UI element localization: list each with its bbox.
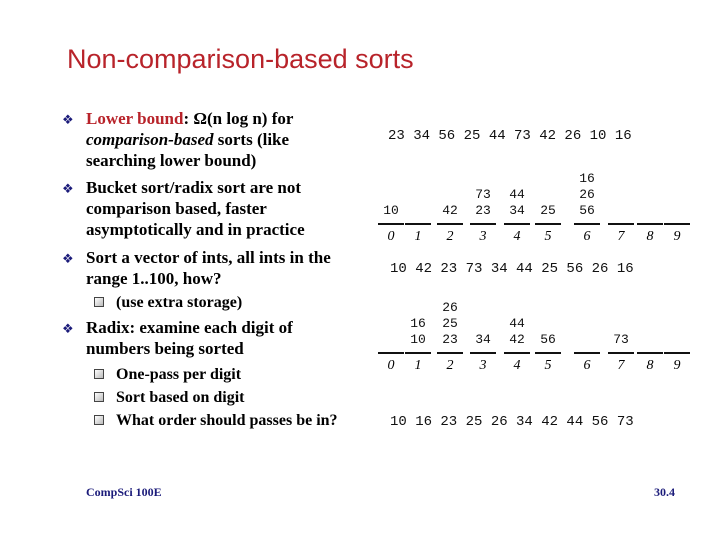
lower-bound-text-2: sorts (like searching lower bound) <box>86 130 290 170</box>
pass1-bucket-index-2: 2 <box>446 229 454 244</box>
pass1-bucket-bar-6 <box>574 223 600 225</box>
diamond-bullet-icon: ❖ <box>62 112 74 127</box>
diamond-bullet-icon: ❖ <box>62 251 74 266</box>
omega-symbol: Ω <box>193 109 208 128</box>
one-pass-text: One-pass per digit <box>116 366 242 383</box>
pass1-bucket-index-3: 3 <box>479 229 487 244</box>
pass2-bucket-2-value: 25 <box>442 316 458 331</box>
pass2-bucket-index-3: 3 <box>479 358 487 373</box>
pass2-bucket-3-value: 34 <box>475 332 491 347</box>
pass1-bucket-bar-7 <box>608 223 634 225</box>
diamond-bullet-icon: ❖ <box>62 181 74 196</box>
sub-one-pass <box>116 364 346 385</box>
square-bullet-icon <box>94 415 104 425</box>
pass2-bucket-bar-1 <box>405 352 431 354</box>
pass2-bucket-index-5: 5 <box>544 358 552 373</box>
bullet-bucket-sort <box>62 177 348 240</box>
pass2-bucket-index-7: 7 <box>617 358 625 373</box>
pass1-bucket-bar-8 <box>637 223 663 225</box>
pass2-bucket-bar-0 <box>378 352 404 354</box>
pass2-bucket-5-value: 56 <box>540 332 556 347</box>
square-bullet-icon <box>94 297 104 307</box>
pass2-bucket-bar-2 <box>437 352 463 354</box>
bucket-sort-text: Bucket sort/radix sort are not comparison based, faster asymptotically and in practice <box>86 178 305 239</box>
square-bullet-icon <box>94 369 104 379</box>
pass1-bucket-index-4: 4 <box>513 229 521 244</box>
pass1-bucket-index-5: 5 <box>544 229 552 244</box>
sub-pass-order <box>116 410 346 431</box>
page-title: Non-comparison-based sorts <box>67 44 414 74</box>
pass1-bucket-4-value: 34 <box>509 203 525 218</box>
input-sequence: 23 34 56 25 44 73 42 26 10 16 <box>388 128 632 144</box>
pass1-bucket-bar-5 <box>535 223 561 225</box>
pass1-bucket-5-value: 25 <box>540 203 556 218</box>
pass1-bucket-bar-4 <box>504 223 530 225</box>
pass2-bucket-4-value: 42 <box>509 332 525 347</box>
footer-slide-number: 30.4 <box>654 485 675 499</box>
pass2-bucket-index-8: 8 <box>646 358 654 373</box>
diamond-bullet-icon: ❖ <box>62 321 74 336</box>
pass1-bucket-bar-9 <box>664 223 690 225</box>
pass1-bucket-2-value: 42 <box>442 203 458 218</box>
sort-vector-text: Sort a vector of ints, all ints in the range 1..100, how? <box>86 248 331 288</box>
pass1-bucket-6-value: 16 <box>579 171 595 186</box>
pass1-bucket-index-7: 7 <box>617 229 625 244</box>
pass2-bucket-index-9: 9 <box>673 358 681 373</box>
pass2-bucket-4-value: 44 <box>509 316 525 331</box>
pass2-bucket-2-value: 26 <box>442 300 458 315</box>
pass1-bucket-4-value: 44 <box>509 187 525 202</box>
sub-extra-storage <box>116 292 346 313</box>
lower-bound-text: (n log n) for <box>207 109 294 128</box>
pass2-bucket-1-value: 16 <box>410 316 426 331</box>
pass1-bucket-index-0: 0 <box>387 229 395 244</box>
footer-course: CompSci 100E <box>86 485 162 499</box>
pass1-bucket-bar-0 <box>378 223 404 225</box>
bullet-radix <box>62 317 348 359</box>
pass1-bucket-bar-1 <box>405 223 431 225</box>
pass2-output-sequence: 10 16 23 25 26 34 42 44 56 73 <box>390 414 634 430</box>
sort-digit-text: Sort based on digit <box>116 389 245 406</box>
pass1-bucket-index-1: 1 <box>414 229 422 244</box>
pass1-bucket-0-value: 10 <box>383 203 399 218</box>
lower-bound-label: Lower bound <box>86 109 184 128</box>
bullet-sort-vector <box>62 247 348 289</box>
pass2-bucket-bar-6 <box>574 352 600 354</box>
radix-text: Radix: examine each digit of numbers being sorted <box>86 318 293 358</box>
pass2-bucket-index-2: 2 <box>446 358 454 373</box>
square-bullet-icon <box>94 392 104 402</box>
pass1-bucket-6-value: 26 <box>579 187 595 202</box>
sub-sort-digit <box>116 387 346 408</box>
pass2-bucket-index-1: 1 <box>414 358 422 373</box>
pass1-bucket-6-value: 56 <box>579 203 595 218</box>
pass1-bucket-bar-2 <box>437 223 463 225</box>
pass2-bucket-index-4: 4 <box>513 358 521 373</box>
pass2-bucket-7-value: 73 <box>613 332 629 347</box>
pass1-bucket-bar-3 <box>470 223 496 225</box>
pass2-bucket-bar-5 <box>535 352 561 354</box>
pass2-bucket-index-6: 6 <box>583 358 591 373</box>
extra-storage-text: (use extra storage) <box>116 294 243 311</box>
pass1-bucket-index-8: 8 <box>646 229 654 244</box>
pass2-bucket-index-0: 0 <box>387 358 395 373</box>
pass2-bucket-bar-7 <box>608 352 634 354</box>
pass1-bucket-3-value: 23 <box>475 203 491 218</box>
pass1-bucket-3-value: 73 <box>475 187 491 202</box>
pass2-bucket-2-value: 23 <box>442 332 458 347</box>
pass-order-text: What order should passes be in? <box>116 412 338 429</box>
pass2-bucket-1-value: 10 <box>410 332 426 347</box>
pass2-bucket-bar-3 <box>470 352 496 354</box>
pass2-bucket-bar-8 <box>637 352 663 354</box>
pass1-output-sequence: 10 42 23 73 34 44 25 56 26 16 <box>390 261 634 277</box>
pass1-bucket-index-6: 6 <box>583 229 591 244</box>
pass2-bucket-bar-4 <box>504 352 530 354</box>
pass1-bucket-index-9: 9 <box>673 229 681 244</box>
pass2-bucket-bar-9 <box>664 352 690 354</box>
comparison-based-text: comparison-based <box>86 130 214 149</box>
bullet-lower-bound: ❖ Lower bound: Ω(n log n) for comparison-based sorts (like searching lower bound) <box>62 109 294 170</box>
